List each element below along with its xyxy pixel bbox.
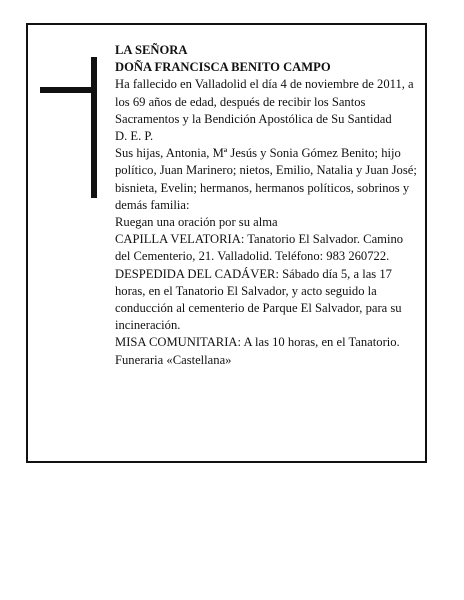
mass-info: MISA COMUNITARIA: A las 10 horas, en el Tanatorio. [115,335,400,350]
family-list: Sus hijas, Antonia, Mª Jesús y Sonia Gómez Benito; hijo político, Juan Marinero; nietos, Emilio, Natalia y Juan José; bisnieta, Evelin; hermanos, hermanos políticos, sobrinos y demás familia: [115,146,417,212]
cross-vertical-bar [91,57,97,198]
obituary-notice [26,23,427,463]
cross-horizontal-bar [40,87,96,93]
deceased-name: DOÑA FRANCISCA BENITO CAMPO [115,60,331,75]
chapel-info: CAPILLA VELATORIA: Tanatorio El Salvador. Camino del Cementerio, 21. Valladolid. Teléfono: 983 260722. [115,232,404,264]
farewell-info: DESPEDIDA DEL CADÁVER: Sábado día 5, a las 17 horas, en el Tanatorio El Salvador, y acto seguido la conducción al cementerio de Parque El Salvador, para su incineración. [115,266,402,333]
prayer-request: Ruegan una oración por su alma [115,215,278,230]
notice-text [115,42,421,369]
notice-title: LA SEÑORA [115,43,188,57]
funeral-home: Funeraria «Castellana» [115,352,232,367]
death-announcement: Ha fallecido en Valladolid el día 4 de noviembre de 2011, a los 69 años de edad, después de recibir los Santos Sacramentos y la Bendición Apostólica de Su Santidad [115,77,414,126]
dep-line: D. E. P. [115,129,154,144]
